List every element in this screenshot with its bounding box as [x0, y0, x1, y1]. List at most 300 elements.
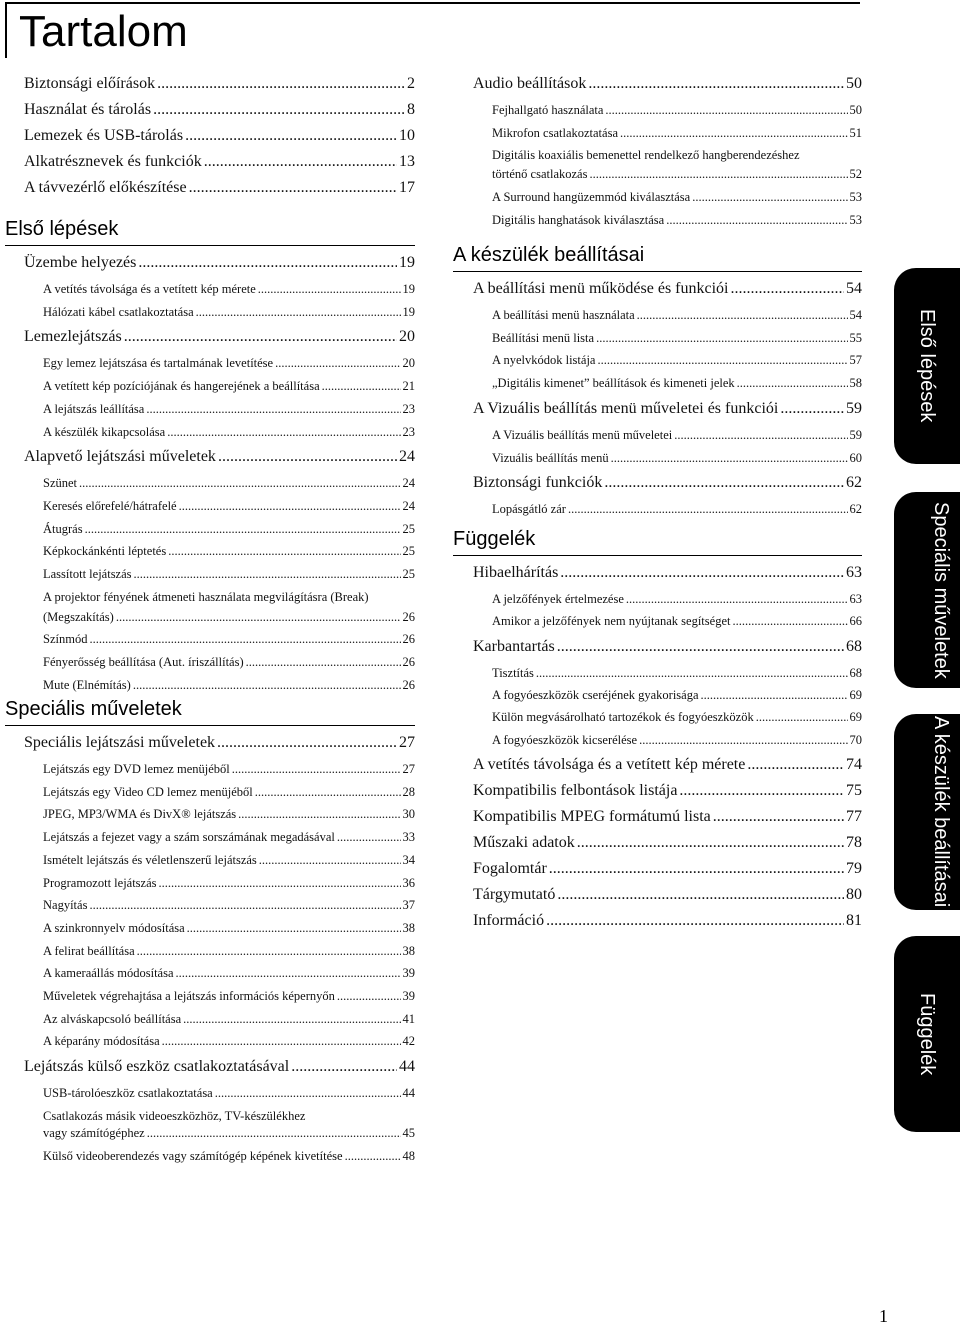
- dot-leader: [189, 179, 397, 197]
- toc-subentry[interactable]: [43, 785, 415, 800]
- entry-title: A nyelvkódok listája: [492, 353, 596, 368]
- dot-leader: [232, 762, 401, 777]
- dot-leader: [596, 331, 847, 346]
- dot-leader: [732, 614, 847, 629]
- toc-subentry[interactable]: [43, 1126, 415, 1141]
- toc-subentry[interactable]: [492, 733, 862, 748]
- dot-leader: [337, 989, 401, 1004]
- tab-specialis-muveletek[interactable]: [894, 492, 960, 688]
- entry-page: 26: [402, 632, 415, 647]
- entry-page: 24: [402, 476, 415, 491]
- dot-leader: [568, 502, 848, 517]
- toc-subentry[interactable]: [43, 476, 415, 491]
- entry-page: 25: [402, 521, 415, 536]
- toc-subentry[interactable]: [43, 356, 415, 371]
- toc-entry[interactable]: [473, 808, 862, 826]
- dot-leader: [605, 103, 847, 118]
- entry-title: Lassított lejátszás: [43, 567, 132, 581]
- entry-title: Műveletek végrehajtása a lejátszás információs képernyőn: [43, 989, 335, 1003]
- entry-title: Szünet: [43, 476, 78, 491]
- dot-leader: [626, 592, 848, 607]
- toc-entry[interactable]: [24, 153, 415, 171]
- entry-title: A lejátszás leállítása: [43, 401, 145, 416]
- toc-subentry[interactable]: [43, 1086, 415, 1101]
- section-rule: [5, 245, 415, 246]
- dot-leader: [679, 782, 844, 800]
- entry-page: 38: [402, 920, 415, 935]
- dot-leader: [275, 356, 400, 371]
- dot-leader: [79, 476, 400, 491]
- entry-page: 52: [849, 167, 862, 182]
- dot-leader: [124, 328, 397, 346]
- entry-title: Tárgymutató: [473, 885, 556, 903]
- dot-leader: [713, 808, 844, 826]
- entry-title: Üzembe helyezés: [24, 254, 137, 271]
- entry-title: Alapvető lejátszási műveletek: [24, 448, 216, 466]
- toc-entry[interactable]: [473, 638, 862, 656]
- entry-title: Információ: [473, 911, 545, 929]
- entry-page: 44: [402, 1086, 415, 1101]
- entry-title: Keresés előrefelé/hátrafelé: [43, 498, 177, 513]
- toc-subentry[interactable]: [43, 807, 415, 822]
- dot-leader: [185, 127, 397, 145]
- dot-leader: [238, 807, 400, 822]
- entry-title: Fejhallgató használata: [492, 103, 604, 117]
- entry-page: 8: [407, 101, 415, 118]
- entry-title: A vetítés távolsága és a vetített kép mérete: [43, 282, 256, 296]
- entry-title: Az alváskapcsoló beállítása: [43, 1011, 182, 1026]
- entry-title: A Surround hangüzemmód kiválasztása: [492, 190, 691, 205]
- entry-title: vagy számítógéphez: [43, 1125, 145, 1140]
- toc-subentry[interactable]: [492, 190, 862, 205]
- entry-page: 58: [849, 376, 862, 391]
- entry-page: 57: [849, 353, 862, 368]
- entry-page: 55: [849, 330, 862, 345]
- entry-title: Amikor a jelzőfények nem nyújtanak segítséget: [492, 614, 731, 629]
- entry-page: 19: [402, 304, 415, 319]
- entry-title: Biztonsági funkciók: [473, 474, 603, 492]
- entry-page: 79: [846, 859, 862, 877]
- entry-page: 80: [846, 885, 862, 903]
- entry-page: 60: [849, 450, 862, 465]
- tab-label: Speciális műveletek: [930, 501, 952, 679]
- dot-leader: [146, 402, 400, 417]
- entry-page: 50: [849, 103, 862, 117]
- dot-leader: [196, 305, 401, 320]
- entry-page: 81: [846, 911, 862, 929]
- toc-entry[interactable]: [473, 756, 862, 774]
- toc-subentry[interactable]: [492, 666, 862, 681]
- entry-title: A kameraállás módosítása: [43, 966, 174, 981]
- dot-leader: [133, 678, 401, 693]
- entry-title: A felirat beállítása: [43, 943, 135, 958]
- dot-leader: [217, 734, 397, 752]
- entry-page: 63: [849, 592, 862, 606]
- entry-title: Digitális hanghatások kiválasztása: [492, 212, 665, 227]
- dot-leader: [157, 75, 405, 93]
- dot-leader: [666, 213, 847, 228]
- toc-subentry[interactable]: [43, 876, 415, 891]
- entry-page: 53: [849, 190, 862, 205]
- entry-title: A jelzőfények értelmezése: [492, 592, 624, 606]
- entry-title: Beállítási menü lista: [492, 330, 595, 345]
- entry-page: 51: [849, 125, 862, 140]
- dot-leader: [604, 474, 844, 492]
- toc-entry[interactable]: [24, 75, 415, 93]
- dot-leader: [589, 167, 847, 182]
- entry-page: 74: [846, 755, 862, 773]
- entry-page: 23: [402, 424, 415, 439]
- toc-entry[interactable]: [24, 1058, 415, 1076]
- dot-leader: [89, 632, 400, 647]
- toc-entry[interactable]: [24, 734, 415, 752]
- toc-entry[interactable]: [24, 328, 415, 346]
- entry-title: Programozott lejátszás: [43, 875, 157, 890]
- toc-entry[interactable]: [473, 75, 862, 93]
- dot-leader: [89, 898, 400, 913]
- toc-entry[interactable]: [24, 179, 415, 197]
- toc-entry[interactable]: [24, 254, 415, 272]
- dot-leader: [557, 638, 844, 656]
- entry-page: 28: [402, 784, 415, 799]
- entry-page: 39: [402, 989, 415, 1003]
- dot-leader: [179, 499, 401, 514]
- toc-subentry[interactable]: [492, 428, 862, 443]
- dot-leader: [291, 1058, 397, 1076]
- section-heading: Függelék: [453, 528, 536, 550]
- dot-leader: [546, 912, 844, 930]
- entry-page: 68: [849, 665, 862, 680]
- entry-title: USB-tárolóeszköz csatlakoztatása: [43, 1086, 213, 1101]
- dot-leader: [747, 756, 844, 774]
- toc-entry[interactable]: [473, 886, 862, 904]
- page-title: Tartalom: [19, 7, 188, 56]
- section-rule: [453, 555, 862, 556]
- dot-leader: [549, 860, 844, 878]
- toc-subentry[interactable]: [492, 331, 862, 346]
- entry-title-line1[interactable]: Csatlakozás másik videoeszközhöz, TV-készülékhez: [43, 1108, 306, 1123]
- toc-subentry[interactable]: [492, 376, 862, 391]
- tab-label: A készülék beállításai: [930, 716, 952, 908]
- entry-page: 54: [849, 308, 862, 322]
- entry-title: Lejátszás külső eszköz csatlakoztatásával: [24, 1058, 290, 1076]
- dot-leader: [134, 567, 401, 582]
- entry-page: 27: [402, 762, 415, 776]
- entry-page: 26: [402, 609, 415, 624]
- toc-subentry[interactable]: [43, 944, 415, 959]
- dot-leader: [611, 451, 848, 466]
- entry-page: 48: [402, 1148, 415, 1163]
- toc-entry[interactable]: [473, 564, 862, 582]
- entry-title-line1[interactable]: A projektor fényének átmeneti használata megvilágításra (Break): [43, 589, 369, 604]
- toc-subentry[interactable]: [43, 632, 415, 647]
- entry-title: Átugrás: [43, 521, 83, 536]
- entry-title: Egy lemez lejátszása és tartalmának levetítése: [43, 356, 274, 371]
- entry-title: A vetített kép pozíciójának és hangerejének a beállítása: [43, 379, 320, 394]
- dot-leader: [168, 544, 400, 559]
- entry-title: történő csatlakozás: [492, 167, 588, 182]
- entry-title: JPEG, MP3/WMA és DivX® lejátszás: [43, 807, 237, 822]
- entry-page: 20: [399, 328, 415, 346]
- toc-entry[interactable]: [473, 280, 862, 298]
- entry-title: Biztonsági előírások: [24, 75, 156, 92]
- entry-title: Színmód: [43, 632, 88, 647]
- entry-page: 21: [402, 379, 415, 394]
- toc-entry[interactable]: [24, 448, 415, 466]
- tab-label: Függelék: [916, 992, 938, 1076]
- entry-page: 45: [402, 1125, 415, 1140]
- dot-leader: [246, 655, 401, 670]
- toc-entry[interactable]: [24, 127, 415, 145]
- dot-leader: [674, 428, 847, 443]
- tab-label: Első lépések: [916, 309, 938, 423]
- toc-subentry[interactable]: [43, 425, 415, 440]
- toc-subentry[interactable]: [43, 898, 415, 913]
- toc-entry[interactable]: [473, 400, 862, 418]
- tab-elso-lepesek[interactable]: [894, 268, 960, 464]
- toc-subentry[interactable]: [43, 544, 415, 559]
- entry-page: 17: [399, 179, 415, 196]
- entry-title: Hálózati kábel csatlakoztatása: [43, 304, 194, 319]
- entry-title: A Vizuális beállítás menü műveletei és funkciói: [473, 399, 779, 417]
- toc-subentry[interactable]: [43, 921, 415, 936]
- entry-page: 19: [399, 254, 415, 271]
- toc-subentry[interactable]: [492, 167, 862, 182]
- toc-subentry[interactable]: [43, 678, 415, 693]
- dot-leader: [731, 280, 845, 298]
- dot-leader: [215, 1086, 401, 1101]
- entry-title: A beállítási menü működése és funkciói: [473, 280, 729, 297]
- entry-page: 59: [846, 399, 862, 417]
- dot-leader: [255, 785, 401, 800]
- toc-subentry[interactable]: [43, 830, 415, 845]
- entry-page: 44: [399, 1058, 415, 1076]
- entry-title: A Vizuális beállítás menü műveletei: [492, 427, 673, 442]
- toc-subentry[interactable]: [43, 762, 415, 777]
- entry-title: Lemezek és USB-tárolás: [24, 127, 184, 144]
- toc-entry[interactable]: [473, 860, 862, 878]
- toc-entry[interactable]: [473, 834, 862, 852]
- dot-leader: [637, 308, 848, 323]
- entry-page: 62: [846, 474, 862, 492]
- entry-title: A szinkronnyelv módosítása: [43, 920, 185, 935]
- entry-title: Nagyítás: [43, 898, 88, 913]
- entry-page: 26: [402, 655, 415, 670]
- dot-leader: [701, 688, 848, 703]
- dot-leader: [557, 886, 844, 904]
- entry-page: 59: [849, 427, 862, 442]
- entry-title: A vetítés távolsága és a vetített kép mérete: [473, 755, 746, 773]
- dot-leader: [322, 379, 401, 394]
- entry-title: A távvezérlő előkészítése: [24, 179, 187, 196]
- section-heading: Első lépések: [5, 218, 119, 240]
- entry-page: 33: [402, 830, 415, 845]
- toc-subentry[interactable]: [492, 353, 862, 368]
- entry-title: Lopásgátló zár: [492, 502, 566, 517]
- toc-subentry[interactable]: [43, 853, 415, 868]
- dot-leader: [577, 834, 844, 852]
- entry-title: Karbantartás: [473, 637, 555, 655]
- entry-title: Vizuális beállítás menü: [492, 450, 609, 465]
- entry-page: 39: [402, 966, 415, 981]
- toc-subentry[interactable]: [43, 499, 415, 514]
- entry-title: Lejátszás egy Video CD lemez menüjéből: [43, 784, 253, 799]
- entry-title: A készülék kikapcsolása: [43, 424, 166, 439]
- entry-title-line1[interactable]: Digitális koaxiális bemenettel rendelkező hangberendezéshez: [492, 148, 800, 163]
- entry-title: Alkatrésznevek és funkciók: [24, 153, 202, 170]
- toc-entry[interactable]: [24, 101, 415, 119]
- entry-title: Fogalomtár: [473, 859, 547, 877]
- entry-page: 66: [849, 614, 862, 629]
- toc-subentry[interactable]: [43, 655, 415, 670]
- toc-subentry[interactable]: [43, 1034, 415, 1049]
- entry-title: Fényerősség beállítása (Aut. íriszállítás): [43, 655, 244, 670]
- entry-page: 70: [849, 732, 862, 747]
- dot-leader: [204, 153, 397, 171]
- entry-title: Használat és tárolás: [24, 101, 152, 118]
- toc-subentry[interactable]: [43, 1149, 415, 1164]
- entry-page: 36: [402, 875, 415, 890]
- toc-subentry[interactable]: [492, 710, 862, 725]
- dot-leader: [183, 1012, 400, 1027]
- entry-title: A fogyóeszközök cseréjének gyakorisága: [492, 687, 699, 702]
- title-box: [5, 2, 860, 58]
- dot-leader: [345, 1149, 401, 1164]
- section-rule: [5, 725, 415, 726]
- toc-subentry[interactable]: [492, 592, 862, 607]
- entry-page: 62: [849, 502, 862, 517]
- entry-page: 50: [846, 75, 862, 92]
- dot-leader: [337, 830, 401, 845]
- entry-page: 54: [846, 280, 862, 297]
- dot-leader: [167, 425, 400, 440]
- dot-leader: [536, 666, 848, 681]
- entry-page: 20: [402, 356, 415, 371]
- toc-subentry[interactable]: [492, 502, 862, 517]
- toc-entry[interactable]: [473, 474, 862, 492]
- dot-leader: [218, 448, 397, 466]
- toc-subentry[interactable]: [43, 282, 415, 297]
- toc-subentry[interactable]: [43, 379, 415, 394]
- entry-title: (Megszakítás): [43, 609, 114, 624]
- entry-page: 69: [849, 687, 862, 702]
- tab-a-keszulek-beallitasai[interactable]: [894, 714, 960, 910]
- dot-leader: [756, 710, 848, 725]
- section-heading: A készülék beállításai: [453, 244, 645, 266]
- toc-subentry[interactable]: [492, 213, 862, 228]
- entry-page: 24: [402, 498, 415, 513]
- dot-leader: [639, 733, 847, 748]
- dot-leader: [85, 522, 401, 537]
- dot-leader: [159, 876, 401, 891]
- toc-subentry[interactable]: [492, 614, 862, 629]
- section-rule: [453, 271, 862, 272]
- entry-page: 10: [399, 127, 415, 144]
- toc-subentry[interactable]: [492, 308, 862, 323]
- entry-title: „Digitális kimenet” beállítások és kimeneti jelek: [492, 376, 735, 391]
- toc-entry[interactable]: [473, 912, 862, 930]
- entry-title: Mute (Elnémítás): [43, 677, 131, 692]
- toc-subentry[interactable]: [43, 1012, 415, 1027]
- entry-page: 23: [402, 401, 415, 416]
- entry-title: Lejátszás a fejezet vagy a szám sorszámának megadásával: [43, 830, 335, 845]
- entry-title: Lejátszás egy DVD lemez menüjéből: [43, 762, 230, 776]
- entry-title: A képarány módosítása: [43, 1034, 160, 1049]
- dot-leader: [597, 353, 847, 368]
- toc-subentry[interactable]: [43, 966, 415, 981]
- toc-subentry[interactable]: [43, 402, 415, 417]
- entry-page: 37: [402, 898, 415, 913]
- entry-page: 2: [407, 75, 415, 92]
- dot-leader: [187, 921, 401, 936]
- dot-leader: [588, 75, 844, 93]
- dot-leader: [176, 966, 401, 981]
- dot-leader: [780, 400, 844, 418]
- entry-title: Képkockánkénti léptetés: [43, 544, 167, 559]
- entry-page: 41: [402, 1011, 415, 1026]
- entry-page: 24: [399, 448, 415, 466]
- entry-title: Kompatibilis MPEG formátumú lista: [473, 807, 711, 825]
- toc-subentry[interactable]: [43, 567, 415, 582]
- toc-subentry[interactable]: [43, 305, 415, 320]
- dot-leader: [258, 282, 401, 297]
- toc-subentry[interactable]: [492, 688, 862, 703]
- entry-page: 68: [846, 637, 862, 655]
- dot-leader: [737, 376, 848, 391]
- entry-title: Kompatibilis felbontások listája: [473, 781, 678, 799]
- toc-subentry[interactable]: [492, 126, 862, 141]
- entry-page: 19: [402, 282, 415, 296]
- toc-subentry[interactable]: [43, 610, 415, 625]
- toc-subentry[interactable]: [43, 989, 415, 1004]
- section-heading: Speciális műveletek: [5, 698, 182, 720]
- entry-title: Audio beállítások: [473, 75, 587, 92]
- entry-title: Hibaelhárítás: [473, 564, 559, 581]
- entry-page: 38: [402, 943, 415, 958]
- toc-subentry[interactable]: [43, 522, 415, 537]
- page-number: 1: [879, 1306, 888, 1326]
- dot-leader: [153, 101, 405, 119]
- entry-title: Külső videoberendezés vagy számítógép képének kivetítése: [43, 1148, 343, 1163]
- tab-fuggelek[interactable]: [894, 936, 960, 1132]
- entry-page: 25: [402, 567, 415, 581]
- toc-subentry[interactable]: [492, 103, 862, 118]
- entry-page: 34: [402, 852, 415, 867]
- entry-title: A fogyóeszközök kicserélése: [492, 732, 638, 747]
- entry-page: 42: [402, 1034, 415, 1049]
- dot-leader: [116, 610, 401, 625]
- dot-leader: [137, 944, 401, 959]
- entry-title: Speciális lejátszási műveletek: [24, 734, 216, 751]
- entry-page: 78: [846, 833, 862, 851]
- dot-leader: [162, 1034, 401, 1049]
- entry-page: 13: [399, 153, 415, 170]
- entry-page: 53: [849, 212, 862, 227]
- dot-leader: [138, 254, 397, 272]
- entry-page: 25: [402, 544, 415, 559]
- entry-title: Tisztítás: [492, 665, 534, 680]
- entry-page: 69: [849, 710, 862, 725]
- entry-title: A beállítási menü használata: [492, 308, 635, 322]
- dot-leader: [147, 1126, 401, 1141]
- dot-leader: [259, 853, 401, 868]
- entry-page: 26: [402, 677, 415, 692]
- toc-subentry[interactable]: [492, 451, 862, 466]
- entry-title: Ismételt lejátszás és véletlenszerű lejátszás: [43, 852, 257, 867]
- entry-page: 75: [846, 781, 862, 799]
- entry-page: 27: [399, 734, 415, 751]
- toc-entry[interactable]: [473, 782, 862, 800]
